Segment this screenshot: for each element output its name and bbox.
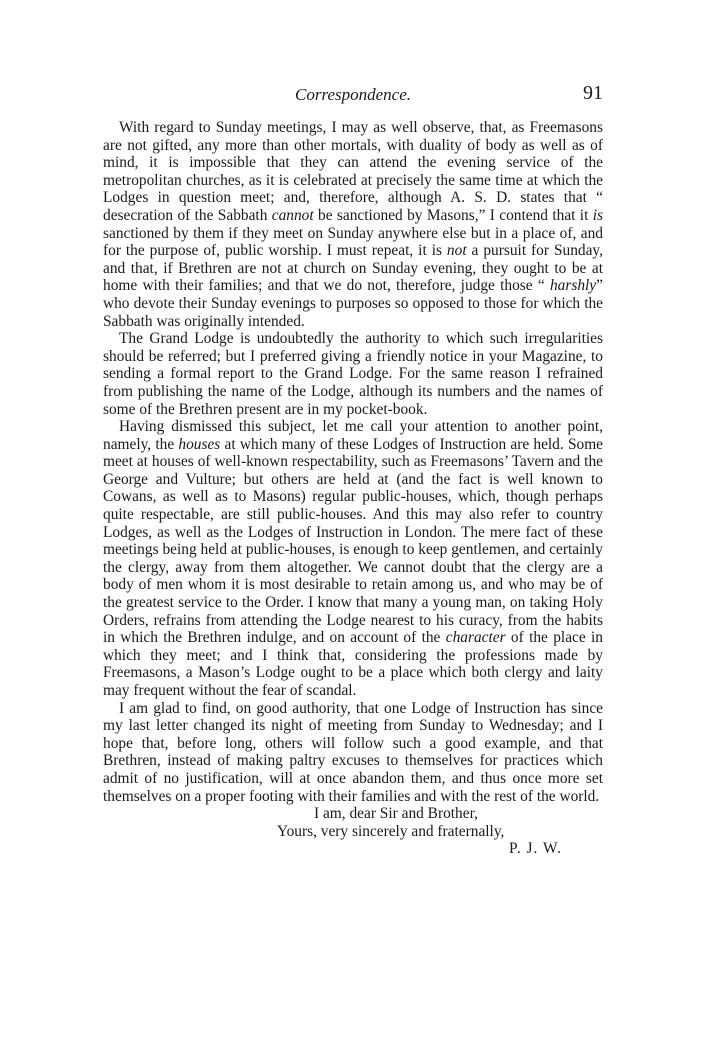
closing-valediction: Yours, very sincerely and fraternally, — [277, 822, 505, 840]
text-segment: at which many of these Lodges of Instruction are held. Some meet at houses of well-known respectability, such as Freemasons’ Tavern and the George and Vulture; but others are held at (and the fact is well known to Cowans, as well as to Masons) regular public-houses, which, though perhaps quite respectable, are still public-houses. And this may also refer to country Lodges, as well as the Lodges of Instruction in London. The mere fact of these meetings being held at public-houses, is enough to keep gentlemen, and certainly the clergy, away from them altogether. We cannot doubt that the clergy are a body of men whom it is most desirable to retain among us, and who may be of the greatest service to the Order. I know that many a young man, on taking Holy Orders, refrains from attending the Lodge nearest to his curacy, from the habits in which the Brethren indulge, and on account of the — [103, 435, 603, 647]
italic-harshly: harshly — [549, 277, 597, 295]
text-segment: I am glad to find, on good authority, that one Lodge of Instruction has since my last letter changed its night of meeting from Sunday to Wednesday; and I hope that, before long, others will follow such a good example, and that Brethren, instead of making paltry excuses to themselves for practices which admit of no justification, will at once abandon them, and thus once more set themselves on a proper footing with their families and with the rest of the world. — [103, 699, 603, 805]
text-segment: be sanctioned by Masons,” I contend that it — [313, 206, 593, 224]
page-number: 91 — [583, 82, 603, 104]
italic-not: not — [446, 242, 467, 260]
signature: P. J. W. — [509, 840, 562, 858]
closing-salutation: I am, dear Sir and Brother, — [314, 805, 478, 823]
italic-is: is — [592, 206, 603, 224]
text-segment: With regard to Sunday meetings, I may as well observe, that, as Freemasons are not gifted, any more than other mortals, with duality of body as well as of mind, it is impossible that they can attend the evening service of the metropolitan churches, as it is celebrated at precisely the same time at which the Lodges in question meet; and, therefore, although A. S. D. states that “ desecration of the Sabbath — [103, 119, 603, 224]
text-segment: ” who devote their Sunday evenings to purposes so opposed to those for which the Sabbath was originally intended. — [103, 277, 603, 330]
italic-character: character — [445, 629, 506, 647]
italic-houses: houses — [178, 435, 221, 453]
running-title: Correspondence. — [295, 85, 411, 104]
text-segment: The Grand Lodge is undoubtedly the authority to which such irregularities should be referred; but I preferred giving a friendly notice in your Magazine, to sending a formal report to the Grand Lodge. For the same reason I refrained from publishing the name of the Lodge, although its numbers and the names of some of the Brethren present are in my pocket-book. — [103, 330, 603, 418]
italic-cannot: cannot — [271, 206, 314, 224]
text-segment: of the place in which they meet; and I think that, considering the professions made by Freemasons, a Mason’s Lodge ought to be a place which both clergy and laity may frequent without the fear of scandal. — [103, 629, 603, 699]
text-segment: Having dismissed this subject, let me call your attention to another point, namely, the — [103, 418, 603, 453]
paragraph-grand-lodge — [103, 330, 603, 418]
paragraph-sunday-meetings — [103, 119, 603, 330]
paragraph-good-authority — [103, 700, 603, 806]
page-header — [103, 82, 603, 108]
paragraph-houses — [103, 418, 603, 700]
text-segment: sanctioned by them if they meet on Sunday anywhere else but in a place of, and for the purpose of, public worship. I must repeat, it is — [103, 224, 603, 260]
letter-closing — [103, 805, 603, 858]
text-segment: a pursuit for Sunday, and that, if Brethren are not at church on Sunday evening, they ought to be at home with their families; and that we do not, therefore, judge those “ — [103, 242, 603, 295]
letter-body — [103, 119, 603, 858]
